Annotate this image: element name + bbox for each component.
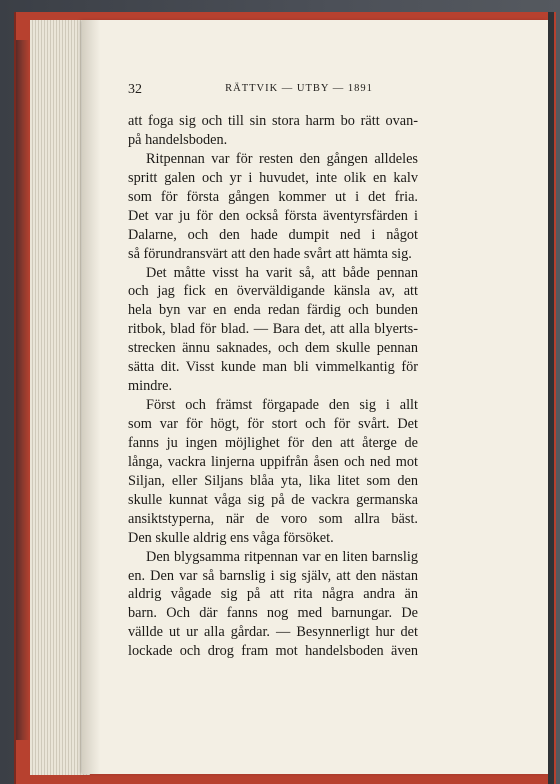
text-line: så förundransvärt att den hade svårt att hämta sig.	[128, 245, 412, 262]
body-text	[128, 112, 418, 661]
text-line: sätta dit. Visst kunde man bli vimmelkantig för	[128, 359, 418, 376]
text-line: mindre.	[128, 378, 173, 395]
scan-border	[548, 12, 554, 784]
text-line: Siljan, eller Siljans blåa yta, lika litet som den	[128, 472, 418, 489]
text-line: Ritpennan var för resten den gången alldeles	[146, 150, 418, 167]
text-line: som för första gången kommer ut i det fria.	[128, 188, 418, 205]
text-line: som var för högt, för stort och för svårt. Det	[128, 416, 418, 432]
book-spine-edge	[16, 40, 30, 740]
text-line: lockade och drog fram mot handelsboden även	[128, 643, 418, 660]
text-line: ritbok, blad för blad. — Bara det, att alla blyerts-	[128, 321, 418, 338]
text-line: fanns ju ingen möjlighet för den att återge de	[128, 434, 418, 451]
text-line: vällde ut ur alla gårdar. — Besynnerligt hur det	[128, 624, 418, 641]
text-line: Först och främst förgapade den sig i allt	[146, 397, 418, 414]
text-line: Det var ju för den också första äventyrsfärden i	[128, 207, 418, 224]
text-line: långa, vackra linjerna uppifrån åsen och ned mot	[128, 453, 418, 470]
text-line: att foga sig och till sin stora harm bo rätt ovan-	[128, 113, 418, 129]
text-line: spritt galen och yr i huvudet, inte olik en kalv	[128, 169, 418, 186]
text-line: hela byn var en enda redan färdig och bunden	[128, 302, 418, 319]
page-header	[128, 82, 470, 102]
page-number: 32	[128, 82, 142, 97]
text-line: barn. Och där fanns nog med barnungar. De	[128, 605, 418, 622]
page-edges	[30, 20, 90, 775]
text-line: skulle kunnat våga sig på de vackra germanska	[128, 491, 418, 508]
running-head: RÄTTVIK — UTBY — 1891	[225, 83, 373, 94]
text-line: och jag fick en överväldigande känsla av, att	[128, 283, 418, 300]
text-line: Dalarne, och den hade dumpit ned i något	[128, 226, 418, 243]
text-line: Den blygsamma ritpennan var en liten barnslig	[146, 548, 418, 565]
text-line: en. Den var så barnslig i sig själv, att den nästan	[128, 567, 418, 584]
text-line: ansiktstyperna, när de voro som allra bäst.	[128, 510, 418, 527]
text-line: Det måtte visst ha varit så, att både pennan	[146, 264, 418, 281]
text-line: aldrig vågade sig på att rita några andra än	[128, 586, 418, 603]
gutter-shadow	[82, 20, 100, 774]
text-line: på handelsboden.	[128, 131, 228, 148]
text-line: strecken ännu saknades, och dem skulle pennan	[128, 340, 418, 357]
text-line: Den skulle aldrig ens våga försöket.	[128, 529, 334, 546]
